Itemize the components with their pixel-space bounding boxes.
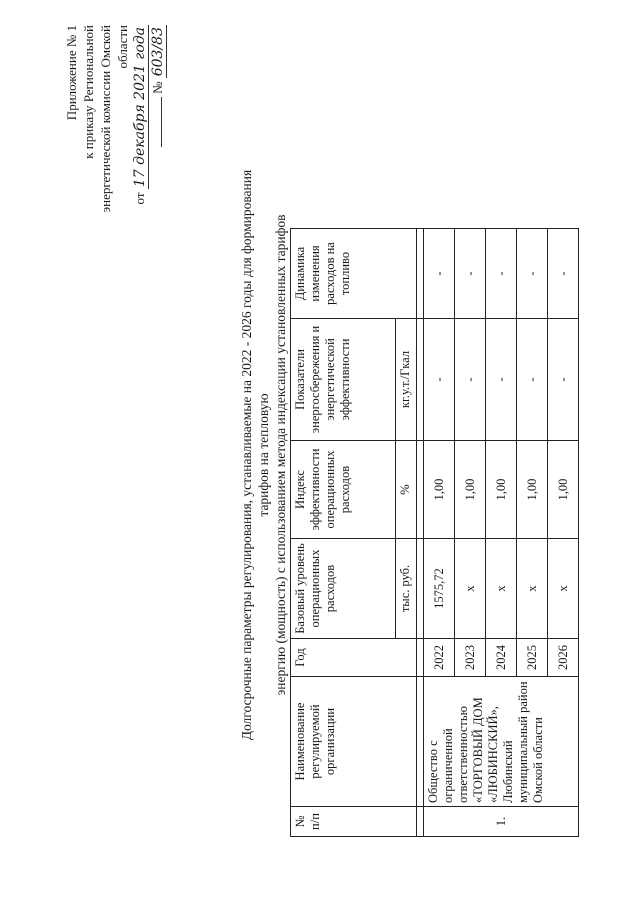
fuel-cell: -	[548, 229, 579, 319]
index-cell: 1,00	[424, 441, 455, 539]
energy-cell: -	[424, 319, 455, 441]
spacer-row	[417, 229, 424, 837]
annex-line-2: энергетической комиссии Омской области	[98, 25, 130, 213]
header-efficiency-index: Индекс эффективности операционных расходов	[291, 441, 396, 539]
index-cell: 1,00	[486, 441, 517, 539]
fuel-cell: -	[455, 229, 486, 319]
annex-date-line	[131, 25, 167, 215]
base-level-cell: х	[517, 539, 548, 639]
unit-efficiency-index: %	[396, 441, 417, 539]
annex-block	[63, 25, 167, 215]
year-cell: 2023	[455, 639, 486, 677]
row-number: 1.	[424, 807, 579, 837]
base-level-cell: х	[455, 539, 486, 639]
header-base-level: Базовый уровень операционных расходов	[291, 539, 396, 639]
base-level-cell: 1575,72	[424, 539, 455, 639]
year-cell: 2026	[548, 639, 579, 677]
header-fuel-dynamics: Динамика изменения расходов на топливо	[291, 229, 417, 319]
year-cell: 2022	[424, 639, 455, 677]
index-cell: 1,00	[517, 441, 548, 539]
header-organization: Наименование регулируемой организации	[291, 677, 417, 807]
annex-date-handwritten: 17 декабря 2021 года	[132, 27, 148, 188]
annex-number-prefix: №	[150, 81, 165, 94]
annex-title: Приложение № 1	[64, 25, 79, 121]
tariff-parameters-table	[290, 228, 579, 837]
year-cell: 2024	[486, 639, 517, 677]
annex-date-prefix: от	[132, 192, 147, 205]
organization-name: Общество с ограниченной ответственностью «ТОРГОВЫЙ ДОМ «ЛЮБИНСКИЙ», Любинский муниципальный район Омской области	[424, 677, 579, 807]
index-cell: 1,00	[548, 441, 579, 539]
fuel-cell: -	[486, 229, 517, 319]
base-level-cell: х	[486, 539, 517, 639]
energy-cell: -	[486, 319, 517, 441]
index-cell: 1,00	[455, 441, 486, 539]
table-row	[424, 229, 455, 837]
header-energy-saving: Показатели энергосбережения и энергетической эффективности	[291, 319, 396, 441]
energy-cell: -	[548, 319, 579, 441]
energy-cell: -	[455, 319, 486, 441]
document-title	[238, 165, 289, 745]
header-year: Год	[291, 639, 417, 677]
year-cell: 2025	[517, 639, 548, 677]
annex-blank-line	[161, 97, 162, 147]
fuel-cell: -	[424, 229, 455, 319]
document-title-line-1: Долгосрочные параметры регулирования, устанавливаемые на 2022 - 2026 годы для формирования тарифов на тепловую	[239, 169, 271, 741]
header-row	[291, 229, 396, 837]
base-level-cell: х	[548, 539, 579, 639]
header-num: № п/п	[291, 807, 417, 837]
annex-number-handwritten: 603/83	[150, 27, 166, 77]
energy-cell: -	[517, 319, 548, 441]
annex-line-1: к приказу Региональной	[81, 25, 96, 159]
unit-energy-saving: кг.у.т./Гкал	[396, 319, 417, 441]
fuel-cell: -	[517, 229, 548, 319]
document-title-line-2: энергию (мощность) с использованием метода индексации установленных тарифов	[273, 214, 288, 696]
unit-base-level: тыс. руб.	[396, 539, 417, 639]
